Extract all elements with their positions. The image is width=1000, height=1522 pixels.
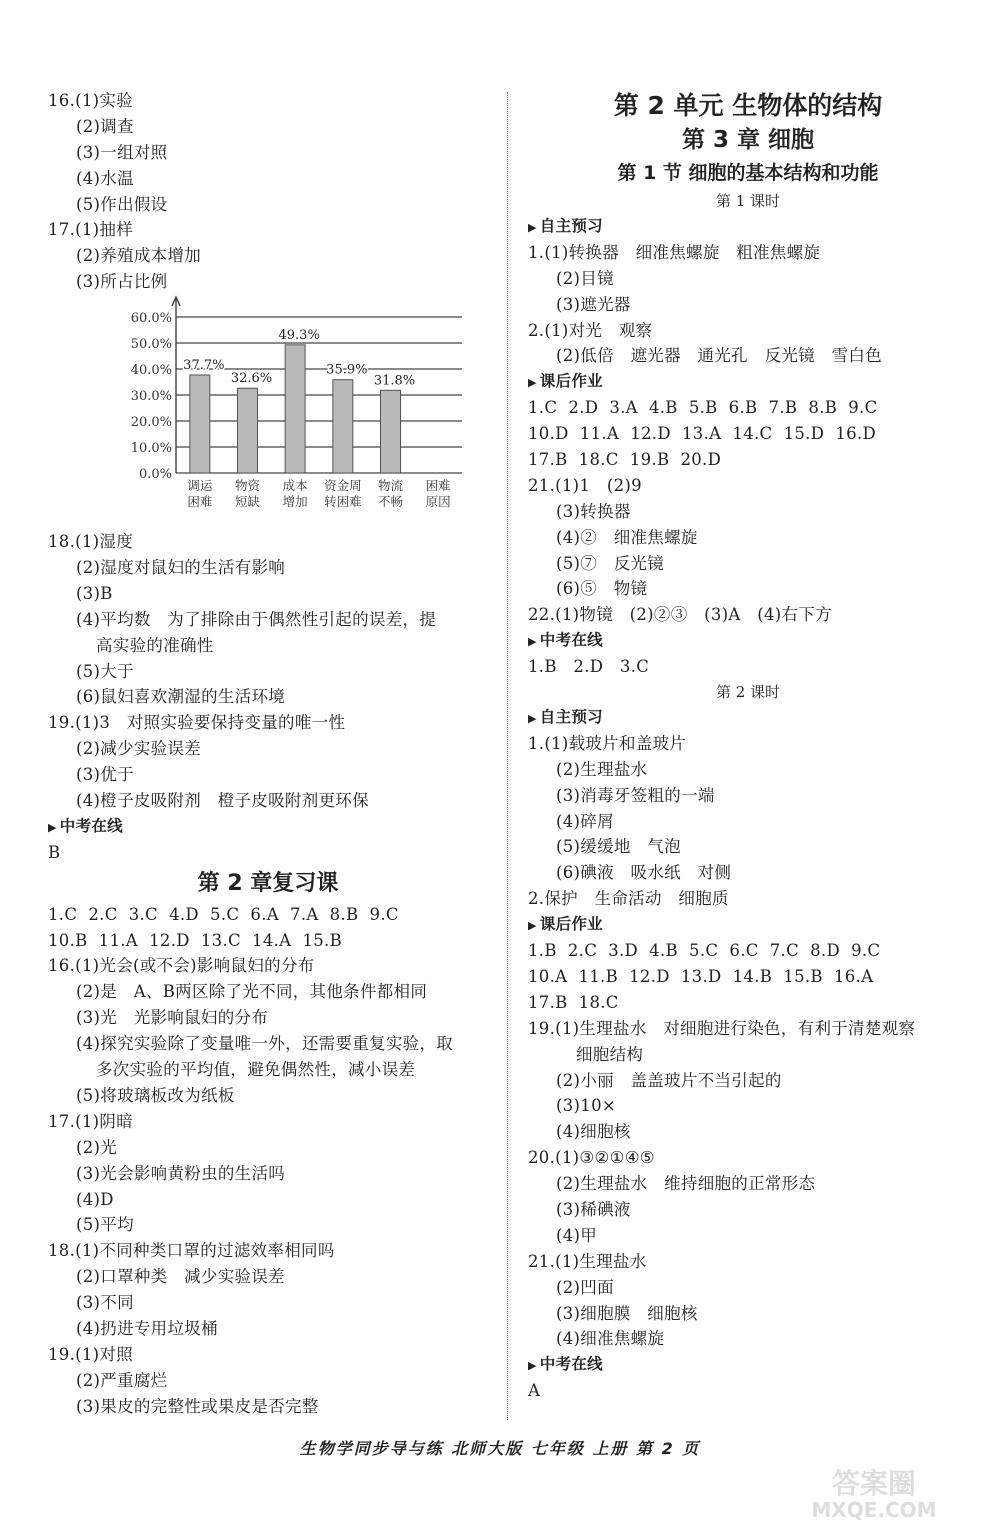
answer-line: 10.D 11.A 12.D 13.A 14.C 15.D 16.D (528, 424, 876, 444)
answer-line: (4)② 细准焦螺旋 (556, 527, 698, 547)
answer-line: 21.(1)1 (2)9 (528, 475, 642, 495)
answer-line: (3)光会影响黄粉虫的生活吗 (76, 1163, 286, 1183)
answer-line: (2)严重腐烂 (76, 1370, 168, 1390)
answer-line: (3)转换器 (556, 501, 631, 521)
answer-line: 21.(1)生理盐水 (528, 1251, 647, 1271)
answer-line: (2)口罩种类 减少实验误差 (76, 1267, 285, 1287)
answer-line: (4)碎屑 (556, 811, 614, 831)
section-label-zhongkao: ▶ 中考在线 (48, 814, 488, 840)
answer-line: (2)湿度对鼠妇的生活有影响 (76, 558, 286, 578)
answer-line: 多次实验的平均值，避免偶然性，减小误差 (96, 1060, 416, 1080)
review-title: 第 2 章复习课 (197, 870, 339, 896)
answer-line: (3)10× (556, 1096, 616, 1116)
answer-line: A (528, 1381, 541, 1401)
answer-line: (3)优于 (76, 765, 134, 785)
x-tick-label: 成本 (282, 478, 308, 494)
x-tick-label: 转困难 (324, 494, 362, 510)
right-column (528, 88, 968, 1404)
answer-line: (2)目镜 (556, 268, 614, 288)
unit-title: 第 2 单元 生物体的结构 (613, 91, 883, 120)
answer-line: 高实验的准确性 (96, 635, 214, 655)
section-title: 第 1 节 细胞的基本结构和功能 (617, 162, 879, 184)
y-tick-label: 30.0% (130, 389, 172, 405)
answer-line: (2)凹面 (556, 1277, 614, 1297)
answer-line: (4)平均数 为了排除由于偶然性引起的误差，提 (76, 609, 437, 629)
answer-line: (3)细胞膜 细胞核 (556, 1303, 698, 1323)
answer-line: 2.(1)对光 观察 (528, 320, 653, 340)
answer-line: 1.B 2.C 3.D 4.B 5.C 6.C 7.C 8.D 9.C (528, 941, 881, 961)
bar (190, 375, 210, 473)
y-tick-label: 0.0% (138, 467, 172, 483)
answer-line: (4)甲 (556, 1225, 598, 1245)
answer-line: 10.A 11.B 12.D 13.D 14.B 15.B 16.A (528, 966, 874, 986)
x-tick-label: 短缺 (234, 494, 261, 510)
bar (285, 345, 305, 473)
x-tick-label: 物资 (234, 478, 261, 494)
y-tick-label: 60.0% (130, 311, 172, 327)
answer-line: (5)将玻璃板改为纸板 (76, 1085, 235, 1105)
section-label-preview: ▶ 自主预习 (528, 705, 968, 731)
answer-line: 16.(1)实验 (48, 91, 134, 110)
x-tick-label: 原因 (425, 494, 451, 510)
answer-line: (2)光 (76, 1137, 118, 1157)
answer-line: (2)生理盐水 (556, 759, 648, 779)
answer-line: 18.(1)不同种类口罩的过滤效率相同吗 (48, 1241, 335, 1261)
x-tick-label: 困难 (187, 494, 213, 510)
answer-line: (6)鼠妇喜欢潮湿的生活环境 (76, 687, 286, 707)
answer-line: 17.(1)抽样 (48, 220, 134, 240)
bar-chart-svg (48, 295, 488, 529)
x-tick-label: 增加 (282, 494, 308, 510)
answer-line: (5)平均 (76, 1215, 134, 1235)
answer-line: (2)低倍 遮光器 通光孔 反光镜 雪白色 (556, 346, 883, 366)
left-column (48, 88, 488, 1420)
answer-line: B (48, 842, 61, 862)
answer-line: 19.(1)对照 (48, 1344, 134, 1364)
answer-line: 1.C 2.C 3.C 4.D 5.C 6.A 7.A 8.B 9.C (48, 904, 399, 924)
y-tick-label: 50.0% (130, 337, 172, 353)
column-divider (507, 92, 508, 1420)
answer-line: (3)一组对照 (76, 142, 168, 162)
section-label-preview: ▶ 自主预习 (528, 214, 968, 240)
lesson-title: 第 1 课时 (715, 192, 781, 210)
answer-line: (3)消毒牙签粗的一端 (556, 785, 715, 805)
data-label: 31.8% (373, 373, 416, 389)
page-footer: 生物学同步导与练 北师大版 七年级 上册 第 2 页 (299, 1439, 701, 1458)
answer-line: 2.保护 生命活动 细胞质 (528, 889, 729, 909)
x-tick-label: 不畅 (377, 494, 404, 510)
answer-line: (2)减少实验误差 (76, 739, 202, 759)
answer-line: (3)B (76, 583, 113, 603)
answer-line: (2)养殖成本增加 (76, 246, 202, 266)
bar (238, 388, 258, 473)
answer-line: 18.(1)湿度 (48, 532, 134, 552)
answer-line: 22.(1)物镜 (2)②③ (3)A (4)右下方 (528, 605, 832, 625)
answer-line: 1.(1)转换器 细准焦螺旋 粗准焦螺旋 (528, 242, 821, 262)
answer-line: (4)扔进专用垃圾桶 (76, 1318, 218, 1338)
answer-line: 17.B 18.C (528, 992, 619, 1012)
answer-line: 1.C 2.D 3.A 4.B 5.B 6.B 7.B 8.B 9.C (528, 398, 878, 418)
x-tick-label: 调运 (187, 478, 213, 494)
answer-line: (4)探究实验除了变量唯一外，还需要重复实验，取 (76, 1034, 454, 1054)
answer-line: (3)光 光影响鼠妇的分布 (76, 1008, 269, 1028)
y-tick-label: 20.0% (130, 415, 172, 431)
answer-line: (4)细胞核 (556, 1122, 631, 1142)
answer-line: (2)生理盐水 维持细胞的正常形态 (556, 1174, 816, 1194)
section-label-homework: ▶ 课后作业 (528, 912, 968, 938)
bar (333, 380, 353, 473)
answer-line: 20.(1)③②①④⑤ (528, 1148, 655, 1168)
answer-line: (3)果皮的完整性或果皮是否完整 (76, 1396, 319, 1416)
y-tick-label: 10.0% (130, 441, 172, 457)
answer-line: (2)调查 (76, 116, 134, 136)
answer-line: 17.B 18.C 19.B 20.D (528, 450, 722, 470)
x-tick-label: 物流 (377, 478, 404, 494)
lesson-title: 第 2 课时 (715, 683, 781, 702)
answer-line: 19.(1)3 对照实验要保持变量的唯一性 (48, 713, 346, 733)
chapter-title: 第 3 章 细胞 (681, 127, 815, 153)
answer-line: 17.(1)阴暗 (48, 1111, 134, 1131)
y-tick-label: 40.0% (130, 363, 172, 379)
answer-line: (6)⑤ 物镜 (556, 579, 648, 599)
bar-chart (48, 295, 488, 529)
x-tick-label: 困难 (425, 478, 451, 494)
answer-line: 10.B 11.A 12.D 13.C 14.A 15.B (48, 930, 343, 950)
answer-line: (5)⑦ 反光镜 (556, 553, 665, 573)
watermark-brand: 答案圈 (831, 1467, 917, 1500)
answer-line: (2)小丽 盖盖玻片不当引起的 (556, 1070, 782, 1090)
answer-line: (6)碘液 吸水纸 对侧 (556, 863, 732, 883)
answer-line: (5)大于 (76, 661, 134, 681)
section-label-zhongkao: ▶ 中考在线 (528, 628, 968, 654)
data-label: 49.3% (278, 327, 320, 343)
answer-line: 16.(1)光会(或不会)影响鼠妇的分布 (48, 956, 315, 976)
watermark-url: MXQE.COM (811, 1498, 937, 1520)
watermark-logo (767, 1465, 982, 1520)
bar (381, 390, 401, 473)
x-tick-label: 资金周 (324, 478, 362, 494)
section-label-homework: ▶ 课后作业 (528, 369, 968, 395)
data-label: 37.7% (183, 358, 225, 374)
answer-line: (5)作出假设 (76, 194, 168, 214)
answer-line: (5)缓缓地 气泡 (556, 837, 681, 857)
answer-line: (3)所占比例 (76, 272, 168, 292)
answer-line: (4)橙子皮吸附剂 橙子皮吸附剂更环保 (76, 791, 369, 811)
data-label: 32.6% (230, 371, 273, 387)
answer-line: 1.B 2.D 3.C (528, 657, 650, 677)
answer-line: 19.(1)生理盐水 对细胞进行染色，有利于清楚观察 (528, 1018, 916, 1038)
answer-line: 细胞结构 (576, 1044, 644, 1064)
answer-line: (3)不同 (76, 1293, 134, 1313)
answer-line: (4)细准焦螺旋 (556, 1329, 665, 1349)
answer-line: (4)D (76, 1189, 114, 1209)
section-label-zhongkao: ▶ 中考在线 (528, 1352, 968, 1378)
answer-line: 1.(1)载玻片和盖玻片 (528, 733, 687, 753)
data-label: 35.9% (326, 362, 368, 378)
answer-line: (2)是 A、B两区除了光不同，其他条件都相同 (76, 982, 428, 1002)
answer-line: (3)稀碘液 (556, 1199, 631, 1219)
answer-line: (3)遮光器 (556, 294, 631, 314)
answer-line: (4)水温 (76, 168, 134, 188)
